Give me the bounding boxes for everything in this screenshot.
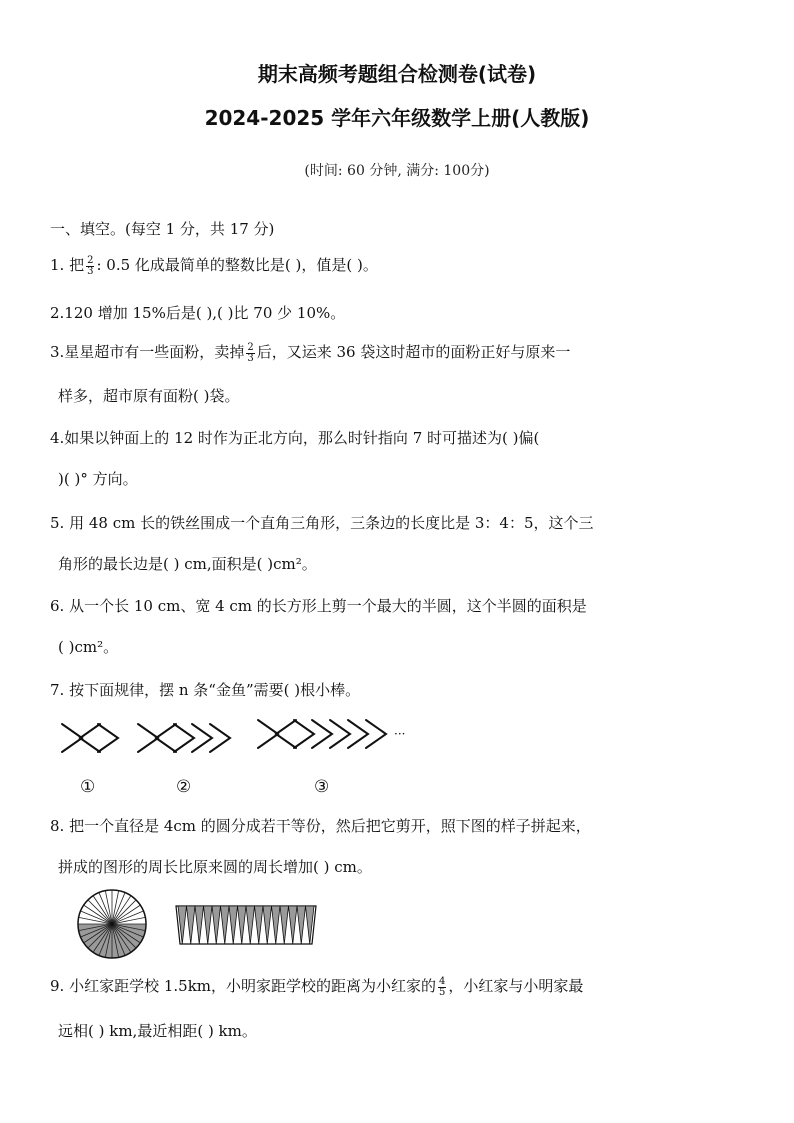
- q1-frac-num: 2: [87, 254, 94, 266]
- q9-fraction: [438, 977, 446, 998]
- question-4-line2: )( )° 方向。: [58, 470, 138, 488]
- q3-suffix: 后，又运来 36 袋这时超市的面粉正好与原来一: [256, 343, 571, 361]
- fish-figure-2: [138, 724, 230, 752]
- figure-ellipsis: ···: [394, 727, 406, 741]
- question-5-line1: 5. 用 48 cm 长的铁丝围成一个直角三角形，三条边的长度比是 3：4：5，这个三: [50, 514, 594, 532]
- section-heading: 一、填空。(每空 1 分，共 17 分): [50, 220, 275, 238]
- question-5-line2: 角形的最长边是( ) cm,面积是( )cm²。: [58, 555, 317, 573]
- q3-frac-num: 2: [247, 341, 254, 353]
- circle-sector-line: [112, 900, 136, 924]
- fish-figure-1: [62, 724, 118, 752]
- circle-sector-line: [88, 900, 112, 924]
- q1-prefix: 1. 把: [50, 256, 85, 274]
- exam-info: (时间: 60 分钟, 满分: 100分): [304, 163, 490, 179]
- question-8-line1: 8. 把一个直径是 4cm 的圆分成若干等份，然后把它剪开，照下图的样子拼起来，: [50, 817, 591, 835]
- question-8-line2: 拼成的图形的周长比原来圆的周长增加( ) cm。: [58, 858, 372, 876]
- goldfish-sticks-figure: [58, 712, 406, 797]
- question-2: 2.120 增加 15%后是( ),( )比 70 少 10%。: [50, 304, 346, 322]
- title-line2: 2024-2025 学年六年级数学上册(人教版): [204, 106, 590, 130]
- q9-suffix: ，小红家与小明家最: [448, 977, 584, 995]
- q9-frac-den: 5: [439, 986, 446, 998]
- question-7: 7. 按下面规律，摆 n 条“金鱼”需要( )根小棒。: [50, 681, 361, 699]
- question-1: [50, 254, 378, 277]
- question-6-line1: 6. 从一个长 10 cm、宽 4 cm 的长方形上剪一个最大的半圆，这个半圆的面积是: [50, 597, 587, 615]
- question-3-line1: [50, 341, 570, 364]
- q1-frac-den: 3: [87, 265, 94, 277]
- q9-prefix: 9. 小红家距学校 1.5km，小明家距学校的距离为小红家的: [50, 977, 437, 995]
- q3-frac-den: 3: [247, 352, 254, 364]
- q3-fraction: [246, 343, 254, 364]
- question-4-line1: 4.如果以钟面上的 12 时作为正北方向，那么时针指向 7 时可描述为( )偏(: [50, 429, 540, 447]
- q1-fraction: [86, 256, 94, 277]
- rearranged-parallelogram: [176, 906, 316, 944]
- figure-label-2: ②: [176, 777, 192, 797]
- title-line1: 期末高频考题组合检测卷(试卷): [257, 62, 537, 86]
- question-3-line2: 样多，超市原有面粉( )袋。: [58, 387, 240, 405]
- figure-label-3: ③: [314, 777, 330, 797]
- question-6-line2: ( )cm²。: [58, 638, 119, 656]
- q1-suffix: : 0.5 化成最简单的整数比是( )，值是( )。: [96, 256, 378, 274]
- fish-figure-3: [258, 720, 386, 748]
- question-9-line1: [50, 975, 583, 998]
- circle-cut-figure: [76, 888, 376, 963]
- q9-frac-num: 4: [439, 975, 446, 987]
- question-9-line2: 远相( ) km,最近相距( ) km。: [58, 1022, 257, 1040]
- q3-prefix: 3.星星超市有一些面粉，卖掉: [50, 343, 245, 361]
- divided-circle: [78, 890, 146, 958]
- figure-label-1: ①: [80, 777, 96, 797]
